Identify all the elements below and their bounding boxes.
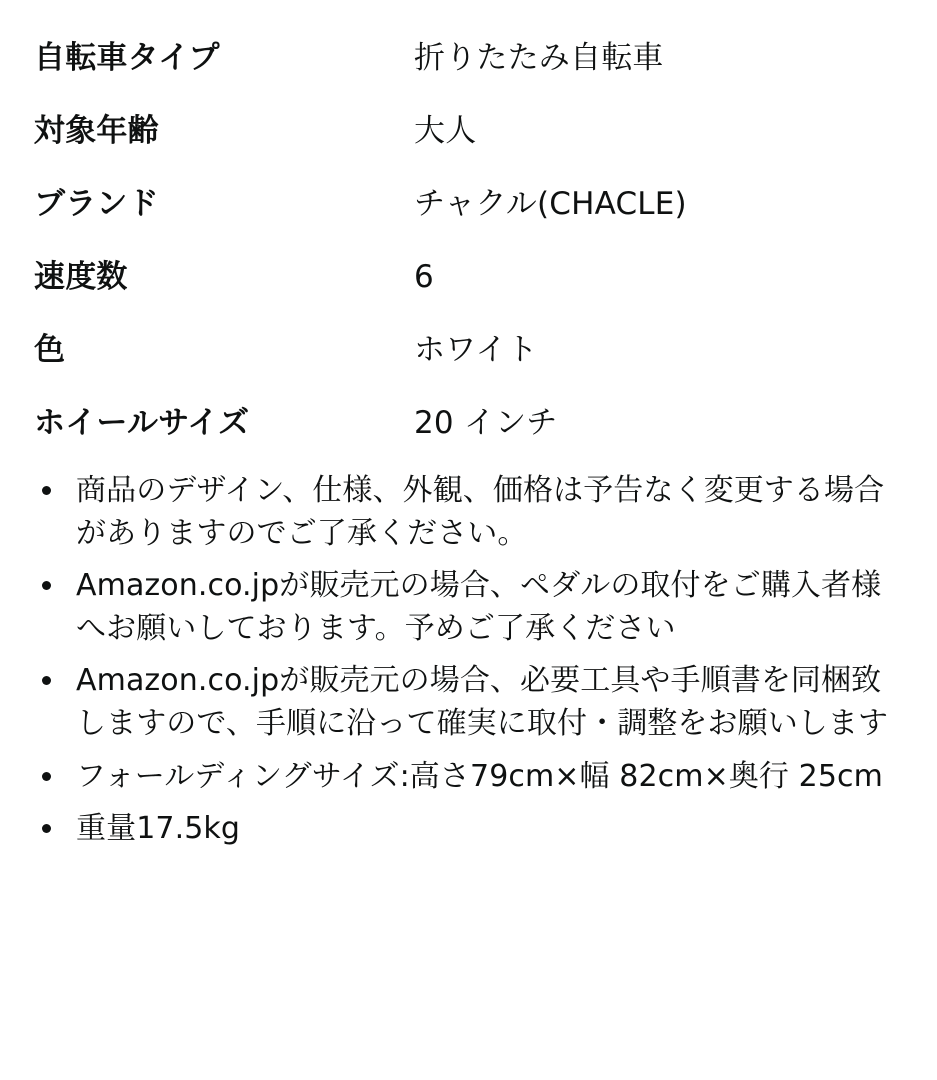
list-item-text: Amazon.co.jpが販売元の場合、ペダルの取付をご購入者様へお願いしております。予めご了承ください — [76, 568, 882, 646]
spec-value: チャクル(CHACLE) — [414, 185, 687, 222]
bullet-dot-icon — [42, 824, 51, 833]
spec-label: 色 — [34, 331, 66, 368]
list-item-text: フォールディングサイズ:高さ79cm×幅 82cm×奥行 25cm — [76, 758, 883, 794]
table-row — [34, 168, 907, 241]
spec-label: 自転車タイプ — [34, 39, 220, 76]
table-row — [34, 387, 907, 460]
bullet-dot-icon — [42, 772, 51, 781]
list-item — [34, 660, 907, 745]
spec-label: 速度数 — [34, 258, 128, 295]
list-item — [34, 808, 907, 851]
spec-value: 6 — [414, 258, 434, 295]
product-notes-list — [34, 470, 907, 851]
list-item — [34, 756, 907, 799]
list-item — [34, 470, 907, 555]
table-row — [34, 95, 907, 168]
specification-table — [34, 22, 907, 460]
list-item-text: 商品のデザイン、仕様、外観、価格は予告なく変更する場合がありますのでご了承ください。 — [76, 473, 885, 551]
list-item — [34, 565, 907, 650]
spec-value: 大人 — [414, 112, 477, 149]
spec-value: ホワイト — [414, 331, 538, 368]
list-item-text: 重量17.5kg — [76, 811, 241, 847]
spec-label: ホイールサイズ — [34, 404, 250, 441]
table-row — [34, 241, 907, 314]
spec-value: 折りたたみ自転車 — [414, 39, 664, 76]
spec-label: 対象年齢 — [34, 112, 159, 149]
bullet-dot-icon — [42, 676, 51, 685]
list-item-text: Amazon.co.jpが販売元の場合、必要工具や手順書を同梱致しますので、手順に沿って確実に取付・調整をお願いします — [76, 663, 889, 741]
bullet-dot-icon — [42, 581, 51, 590]
bullet-dot-icon — [42, 486, 51, 495]
spec-value: 20 インチ — [414, 404, 558, 441]
table-row — [34, 314, 907, 387]
spec-label: ブランド — [34, 185, 159, 222]
table-row — [34, 22, 907, 95]
